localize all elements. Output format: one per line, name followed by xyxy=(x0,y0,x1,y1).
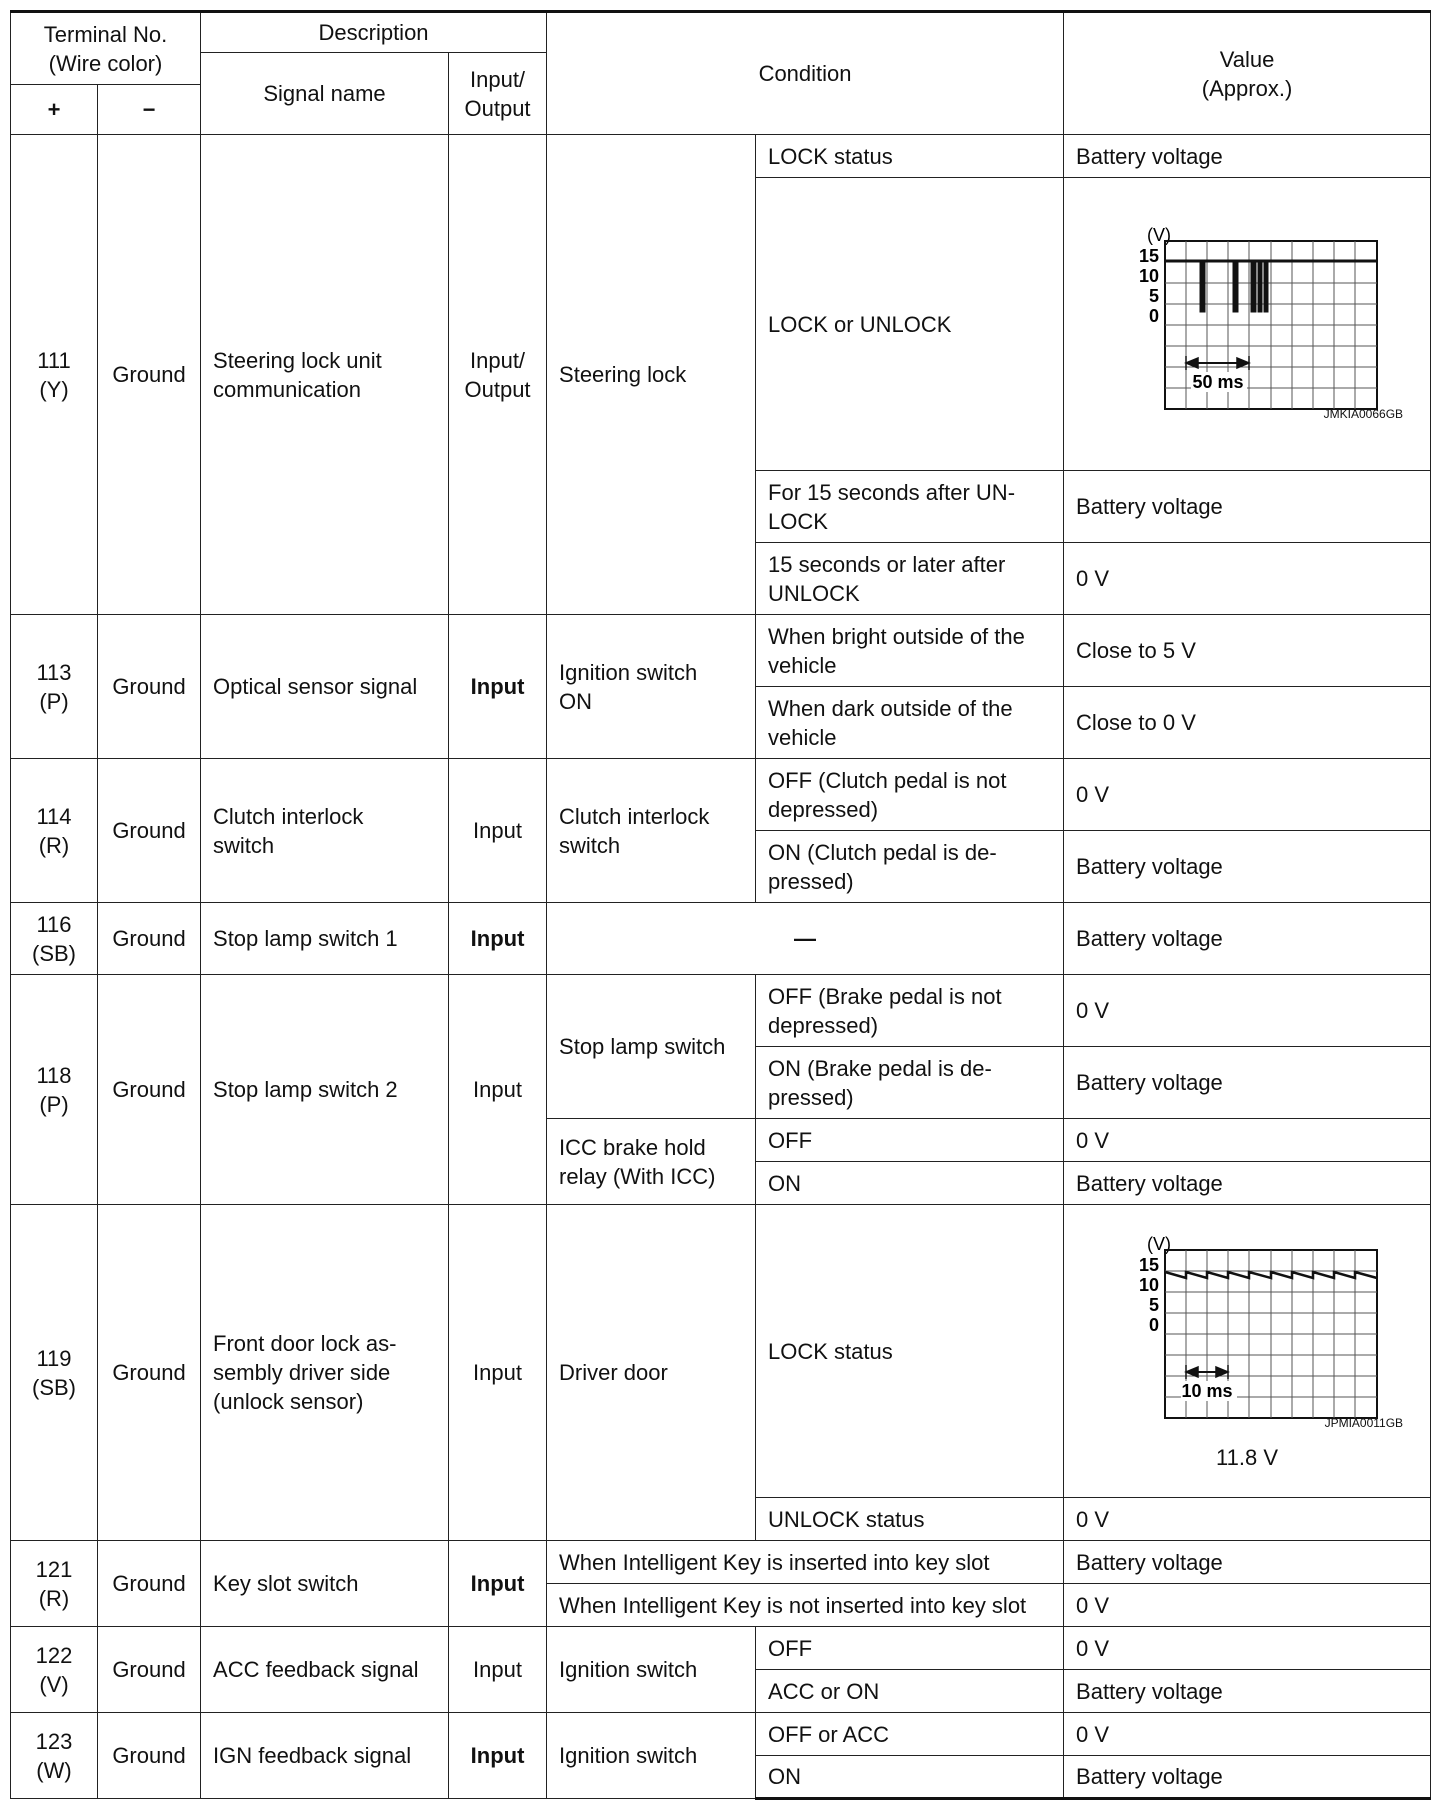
wire-color: (V) xyxy=(39,1671,69,1697)
condition-main-cell: Ignition switch xyxy=(547,1713,756,1799)
ground-cell: Ground xyxy=(98,1541,201,1627)
signal-name-cell: Steering lock unit communication xyxy=(201,135,449,615)
terminal-cell xyxy=(11,1541,98,1627)
terminal-cell xyxy=(11,1205,98,1541)
scope-tick-label: 5 xyxy=(1149,285,1160,306)
value-header xyxy=(1064,12,1431,135)
condition-cell: OFF xyxy=(756,1119,1064,1162)
condition-main-cell: ICC brake hold relay (With ICC) xyxy=(547,1119,756,1205)
ground-cell: Ground xyxy=(98,135,201,615)
terminal-number: 123 xyxy=(35,1728,73,1754)
terminal-number: 121 xyxy=(35,1556,73,1582)
signal-name-cell: Front door lock as- sembly driver side (unlock sensor) xyxy=(201,1205,449,1541)
waveform-figure xyxy=(1087,1230,1407,1430)
condition-cell: ON xyxy=(756,1162,1064,1205)
minus-header: − xyxy=(98,85,201,135)
io-cell: Input xyxy=(449,903,547,975)
terminal-number: 119 xyxy=(36,1345,72,1371)
figure-code: JPMIA0011GB xyxy=(1324,1416,1404,1430)
io-cell: Input xyxy=(449,615,547,759)
terminal-number: 118 xyxy=(36,1062,72,1088)
io-cell: Input xyxy=(449,975,547,1205)
wire-color: (R) xyxy=(38,832,70,858)
ground-cell: Ground xyxy=(98,759,201,903)
description-header: Description xyxy=(201,12,547,53)
value-cell: 0 V xyxy=(1064,1627,1431,1670)
scope-timebase-label: 50 ms xyxy=(1192,371,1244,392)
value-cell: Battery voltage xyxy=(1064,1756,1431,1799)
signal-name-cell: Stop lamp switch 2 xyxy=(201,975,449,1205)
condition-cell: ACC or ON xyxy=(756,1670,1064,1713)
terminal-table xyxy=(10,10,1431,1800)
wire-color-label: (Wire color) xyxy=(48,50,163,76)
terminal-number: 114 xyxy=(36,803,72,829)
condition-cell: ON xyxy=(756,1756,1064,1799)
condition-cell: When bright outside of the vehicle xyxy=(756,615,1064,687)
scope-unit-label: (V) xyxy=(1147,224,1172,245)
condition-cell: OFF xyxy=(756,1627,1064,1670)
condition-header: Condition xyxy=(547,12,1064,135)
value-cell: Battery voltage xyxy=(1064,1541,1431,1584)
input-output-header: Input/ Output xyxy=(449,53,547,135)
wire-color: (W) xyxy=(36,1757,72,1783)
terminal-cell xyxy=(11,1627,98,1713)
value-cell: Battery voltage xyxy=(1064,1670,1431,1713)
scope-tick-label: 15 xyxy=(1139,245,1160,266)
value-cell: 0 V xyxy=(1064,543,1431,615)
wire-color: (Y) xyxy=(39,376,69,402)
condition-main-cell: Stop lamp switch xyxy=(547,975,756,1119)
io-cell: Input xyxy=(449,1541,547,1627)
io-cell: Input/ Output xyxy=(449,135,547,615)
io-cell: Input xyxy=(449,759,547,903)
terminal-number: 113 xyxy=(36,659,72,685)
condition-cell: UNLOCK status xyxy=(756,1498,1064,1541)
io-cell: Input xyxy=(449,1627,547,1713)
terminal-cell xyxy=(11,759,98,903)
condition-cell: OFF (Clutch pedal is not depressed) xyxy=(756,759,1064,831)
terminal-cell xyxy=(11,135,98,615)
value-label: Value xyxy=(1219,46,1275,72)
condition-cell: When Intelligent Key is inserted into key slot xyxy=(547,1541,1064,1584)
approx-label: (Approx.) xyxy=(1201,75,1293,101)
ground-cell: Ground xyxy=(98,1205,201,1541)
plus-header: + xyxy=(11,85,98,135)
signal-name-cell: Key slot switch xyxy=(201,1541,449,1627)
signal-name-cell: Stop lamp switch 1 xyxy=(201,903,449,975)
waveform-cell xyxy=(1064,1205,1431,1498)
scope-tick-label: 15 xyxy=(1139,1255,1160,1275)
condition-cell: ON (Clutch pedal is de- pressed) xyxy=(756,831,1064,903)
scope-timebase-label: 10 ms xyxy=(1181,1381,1233,1401)
waveform-value: 11.8 V xyxy=(1216,1445,1279,1470)
value-cell: Battery voltage xyxy=(1064,1047,1431,1119)
scope-tick-label: 0 xyxy=(1149,305,1160,326)
condition-cell: OFF or ACC xyxy=(756,1713,1064,1756)
signal-name-cell: IGN feedback signal xyxy=(201,1713,449,1799)
scope-unit-label: (V) xyxy=(1147,1234,1172,1254)
condition-main-cell: — xyxy=(547,903,1064,975)
scope-tick-label: 10 xyxy=(1139,265,1160,286)
value-cell: 0 V xyxy=(1064,1119,1431,1162)
condition-cell: LOCK status xyxy=(756,1205,1064,1498)
figure-code: JMKIA0066GB xyxy=(1323,406,1404,421)
signal-name-cell: ACC feedback signal xyxy=(201,1627,449,1713)
value-cell: 0 V xyxy=(1064,1498,1431,1541)
io-cell: Input xyxy=(449,1205,547,1541)
wire-color: (P) xyxy=(39,688,69,714)
condition-main-cell: Steering lock xyxy=(547,135,756,615)
ground-cell: Ground xyxy=(98,975,201,1205)
scope-tick-label: 0 xyxy=(1149,1315,1160,1335)
wire-color: (SB) xyxy=(32,940,76,966)
value-cell: Battery voltage xyxy=(1064,471,1431,543)
value-cell: Close to 0 V xyxy=(1064,687,1431,759)
value-cell: Battery voltage xyxy=(1064,903,1431,975)
condition-main-cell: Clutch interlock switch xyxy=(547,759,756,903)
value-cell: Battery voltage xyxy=(1064,831,1431,903)
value-cell: Close to 5 V xyxy=(1064,615,1431,687)
ground-cell: Ground xyxy=(98,1627,201,1713)
terminal-cell xyxy=(11,1713,98,1799)
value-cell: 0 V xyxy=(1064,1713,1431,1756)
condition-cell: When Intelligent Key is not inserted into key slot xyxy=(547,1584,1064,1627)
waveform-figure xyxy=(1087,221,1407,421)
value-cell: Battery voltage xyxy=(1064,135,1431,178)
condition-cell: When dark outside of the vehicle xyxy=(756,687,1064,759)
wire-color: (R) xyxy=(38,1585,70,1611)
signal-name-cell: Optical sensor signal xyxy=(201,615,449,759)
io-cell: Input xyxy=(449,1713,547,1799)
signal-name-header: Signal name xyxy=(201,53,449,135)
terminal-cell xyxy=(11,615,98,759)
condition-cell: ON (Brake pedal is de- pressed) xyxy=(756,1047,1064,1119)
value-cell: Battery voltage xyxy=(1064,1162,1431,1205)
ground-cell: Ground xyxy=(98,1713,201,1799)
condition-main-cell: Ignition switch xyxy=(547,1627,756,1713)
value-cell: 0 V xyxy=(1064,1584,1431,1627)
terminal-no-header xyxy=(11,12,201,85)
condition-cell: 15 seconds or later after UNLOCK xyxy=(756,543,1064,615)
condition-main-cell: Ignition switch ON xyxy=(547,615,756,759)
terminal-cell xyxy=(11,903,98,975)
oscilloscope-graph-1 xyxy=(1097,221,1397,421)
ground-cell: Ground xyxy=(98,615,201,759)
condition-cell: LOCK status xyxy=(756,135,1064,178)
value-cell: 0 V xyxy=(1064,975,1431,1047)
wire-color: (SB) xyxy=(32,1374,76,1400)
condition-cell: For 15 seconds after UN- LOCK xyxy=(756,471,1064,543)
waveform-cell xyxy=(1064,178,1431,471)
ground-cell: Ground xyxy=(98,903,201,975)
oscilloscope-graph-2 xyxy=(1097,1230,1397,1430)
wire-color: (P) xyxy=(39,1091,69,1117)
terminal-no-label: Terminal No. xyxy=(43,21,168,47)
signal-name-cell: Clutch interlock switch xyxy=(201,759,449,903)
terminal-number: 116 xyxy=(36,911,72,937)
scope-tick-label: 10 xyxy=(1139,1275,1160,1295)
value-cell: 0 V xyxy=(1064,759,1431,831)
condition-main-cell: Driver door xyxy=(547,1205,756,1541)
terminal-cell xyxy=(11,975,98,1205)
terminal-number: 111 xyxy=(37,347,71,373)
terminal-number: 122 xyxy=(35,1642,73,1668)
condition-cell: LOCK or UNLOCK xyxy=(756,178,1064,471)
condition-cell: OFF (Brake pedal is not depressed) xyxy=(756,975,1064,1047)
scope-waveform xyxy=(1165,1272,1377,1278)
scope-tick-label: 5 xyxy=(1149,1295,1160,1315)
